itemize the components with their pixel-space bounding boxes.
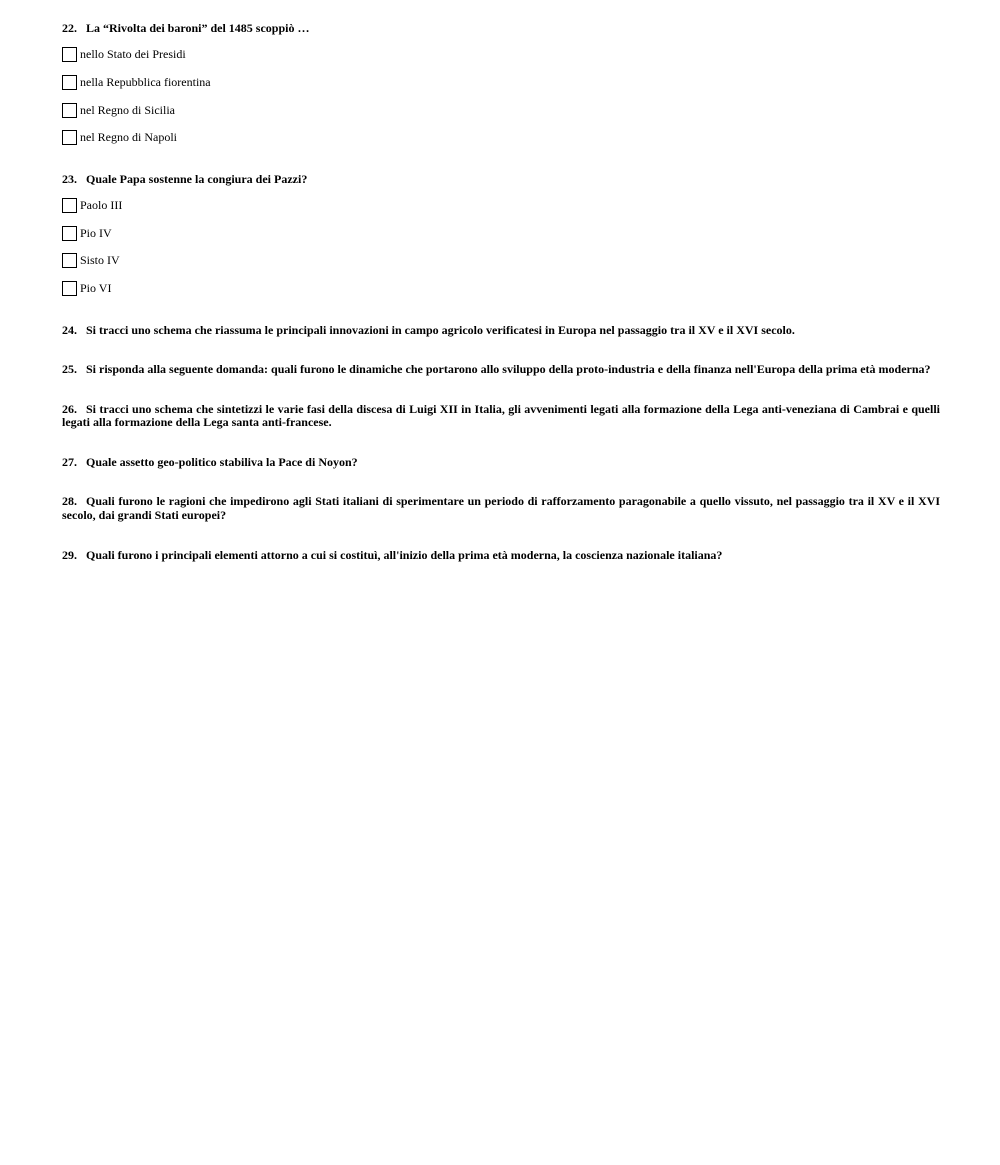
question-number: 29. [62, 548, 77, 563]
checkbox[interactable] [62, 47, 77, 62]
question-text: Quali furono i principali elementi attorno a cui si costituì, all'inizio della prima età moderna, la coscienza nazionale italiana? [86, 548, 723, 563]
question-number: 22. [62, 21, 77, 35]
question-number: 28. [62, 494, 77, 509]
question-list [62, 22, 940, 563]
checkbox[interactable] [62, 226, 77, 241]
option-label: nel Regno di Napoli [80, 130, 177, 145]
question-29 [62, 549, 940, 563]
checkbox[interactable] [62, 75, 77, 90]
answer-option[interactable] [62, 74, 940, 90]
option-label: nel Regno di Sicilia [80, 102, 175, 117]
option-label: Pio VI [80, 281, 112, 296]
checkbox[interactable] [62, 281, 77, 296]
answer-option[interactable] [62, 225, 940, 241]
option-label: Paolo III [80, 197, 123, 212]
option-label: nella Repubblica fiorentina [80, 74, 211, 89]
question-text: Quali furono le ragioni che impedirono agli Stati italiani di sperimentare un periodo di rafforzamento paragonabile a quello vissuto, nel passaggio tra il XV e il XVI secolo, dai grandi Stati europei? [62, 494, 940, 522]
question-24 [62, 324, 940, 338]
question-23 [62, 173, 940, 297]
question-26 [62, 403, 940, 430]
question-title [62, 403, 940, 430]
question-text: Quale assetto geo-politico stabiliva la Pace di Noyon? [86, 454, 358, 469]
question-number: 25. [62, 362, 77, 377]
answer-option[interactable] [62, 281, 940, 297]
question-text: La “Rivolta dei baroni” del 1485 scoppiò … [86, 21, 310, 35]
question-title [62, 363, 940, 377]
answer-option[interactable] [62, 197, 940, 213]
answer-options [62, 47, 940, 146]
option-label: nello Stato dei Presidi [80, 47, 186, 61]
question-text: Si risponda alla seguente domanda: quali furono le dinamiche che portarono allo sviluppo della proto-industria e della finanza nell'Europa della prima età moderna? [86, 362, 931, 377]
question-title [62, 324, 940, 338]
question-number: 24. [62, 322, 77, 337]
question-27 [62, 456, 940, 470]
answer-option[interactable] [62, 102, 940, 118]
answer-option[interactable] [62, 253, 940, 269]
question-text: Si tracci uno schema che sintetizzi le varie fasi della discesa di Luigi XII in Italia, gli avvenimenti legati alla formazione della Lega anti-veneziana di Cambrai e quelli legati alla formazione della Lega santa anti-francese. [62, 401, 940, 430]
question-text: Quale Papa sostenne la congiura dei Pazzi? [86, 171, 308, 186]
checkbox[interactable] [62, 130, 77, 145]
question-25 [62, 363, 940, 377]
answer-options [62, 197, 940, 296]
question-title [62, 549, 940, 563]
checkbox[interactable] [62, 253, 77, 268]
question-28 [62, 495, 940, 522]
checkbox[interactable] [62, 103, 77, 118]
question-title [62, 22, 940, 36]
question-title [62, 173, 940, 187]
option-label: Sisto IV [80, 253, 120, 268]
option-label: Pio IV [80, 225, 112, 240]
answer-option[interactable] [62, 47, 940, 63]
question-number: 26. [62, 401, 77, 416]
question-text: Si tracci uno schema che riassuma le principali innovazioni in campo agricolo verificatesi in Europa nel passaggio tra il XV e il XVI secolo. [86, 322, 795, 337]
question-number: 23. [62, 171, 77, 186]
checkbox[interactable] [62, 198, 77, 213]
question-title [62, 495, 940, 522]
question-22 [62, 22, 940, 146]
answer-option[interactable] [62, 130, 940, 146]
question-number: 27. [62, 454, 77, 469]
question-title [62, 456, 940, 470]
